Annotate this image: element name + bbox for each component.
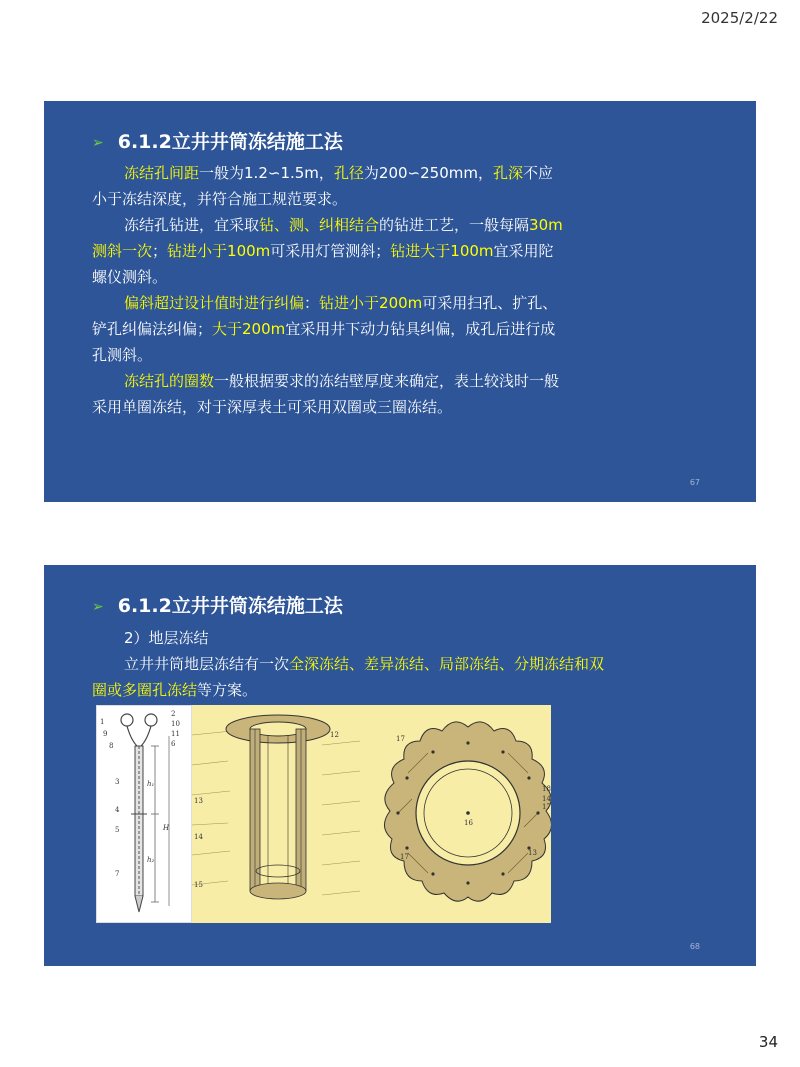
slide-68 [44, 565, 756, 966]
slide-body [92, 160, 567, 420]
fig-label: 11 [171, 730, 180, 738]
highlight: 孔深 [492, 164, 523, 182]
text: ： [304, 294, 320, 312]
highlight: 钻、测、纠相结合 [259, 216, 380, 234]
slide-title-text: 6.1.2立井井筒冻结施工法 [117, 595, 343, 617]
fig-label: h₂ [147, 856, 155, 864]
arrow-bullet-icon: ➢ [92, 599, 104, 615]
freezing-figure [96, 705, 551, 923]
highlight: 冻结孔间距 [124, 164, 200, 182]
freeze-pipe-diagram [96, 705, 192, 923]
shaft-freezing-diagram [192, 705, 551, 923]
highlight: 全深冻结、差异冻结、局部冻结、分期冻结和双圈或多圈孔冻结 [92, 655, 605, 699]
page-number: 34 [758, 1033, 778, 1051]
text: 不应小于冻结深度，并符合施工规范要求。 [92, 164, 554, 208]
page-date: 2025/2/22 [701, 9, 778, 27]
slide-number: 67 [689, 478, 700, 487]
fig-label: 18 [542, 785, 551, 793]
paragraph-freezing-schemes [92, 651, 612, 703]
highlight: 偏斜超过设计值时进行纠偏 [124, 294, 305, 312]
text: 为200∽250mm， [363, 164, 493, 182]
text: 一般根据要求的冻结壁厚度来确定，表土较浅时一般采用单圈冻结，对于深厚表土可采用双圈或三圈冻结。 [92, 372, 560, 416]
slide-title [92, 127, 343, 154]
fig-label: 14 [194, 833, 203, 841]
slide-body [92, 625, 612, 703]
fig-label: 6 [171, 740, 176, 748]
fig-label: 3 [115, 778, 120, 786]
fig-label: 13 [194, 797, 203, 805]
text: 等方案。 [197, 681, 258, 699]
shaft-freezing-svg [192, 705, 551, 923]
highlight: 大于200m [212, 320, 286, 338]
text: 宜采用井下动力钻具纠偏，成孔后进行成孔测斜。 [92, 320, 556, 364]
fig-label: 14 [542, 795, 551, 803]
subtitle: 2）地层冻结 [124, 629, 209, 647]
fig-label: 12 [330, 731, 339, 739]
fig-label: 17 [396, 735, 405, 743]
text: 一般为1.2∽1.5m， [199, 164, 334, 182]
fig-label: h₁ [147, 780, 155, 788]
fig-label: 17 [542, 803, 551, 811]
fig-label: 16 [464, 819, 473, 827]
slide-title [92, 591, 343, 618]
slide-title-text: 6.1.2立井井筒冻结施工法 [117, 131, 343, 153]
slide-67 [44, 101, 756, 502]
fig-label: 4 [115, 806, 120, 814]
text: 立井井筒地层冻结有一次 [124, 655, 290, 673]
fig-label: H [163, 824, 170, 832]
paragraph-drilling [92, 212, 567, 290]
fig-label: 2 [171, 710, 176, 718]
text: 宜采用陀螺仪测斜。 [92, 242, 554, 286]
highlight: 钻进小于200m [319, 294, 423, 312]
fig-label: 13 [528, 849, 537, 857]
freeze-pipe-svg [97, 706, 191, 922]
fig-label: 7 [115, 870, 120, 878]
paragraph-deviation [92, 290, 567, 368]
text: 可采用扫孔、扩孔、铲孔纠偏法纠偏； [92, 294, 558, 338]
paragraph-rings [92, 368, 567, 420]
highlight: 冻结孔的圈数 [124, 372, 215, 390]
text: 可采用灯管测斜； [270, 242, 391, 260]
fig-label: 15 [194, 881, 203, 889]
highlight: 孔径 [333, 164, 364, 182]
highlight: 钻进大于100m [390, 242, 494, 260]
highlight: 30m测斜一次 [92, 216, 563, 260]
highlight: 钻进小于100m [167, 242, 271, 260]
paragraph-hole-spacing [92, 160, 567, 212]
fig-label: 9 [103, 730, 108, 738]
text: ； [152, 242, 168, 260]
fig-label: 8 [109, 742, 114, 750]
arrow-bullet-icon: ➢ [92, 135, 104, 151]
fig-label: 17 [400, 853, 409, 861]
fig-label: 1 [100, 718, 105, 726]
text: 冻结孔钻进，宜采取 [124, 216, 260, 234]
text: 的钻进工艺，一般每隔 [379, 216, 530, 234]
slide-number: 68 [689, 942, 700, 951]
fig-label: 5 [115, 826, 120, 834]
fig-label: 10 [171, 720, 180, 728]
